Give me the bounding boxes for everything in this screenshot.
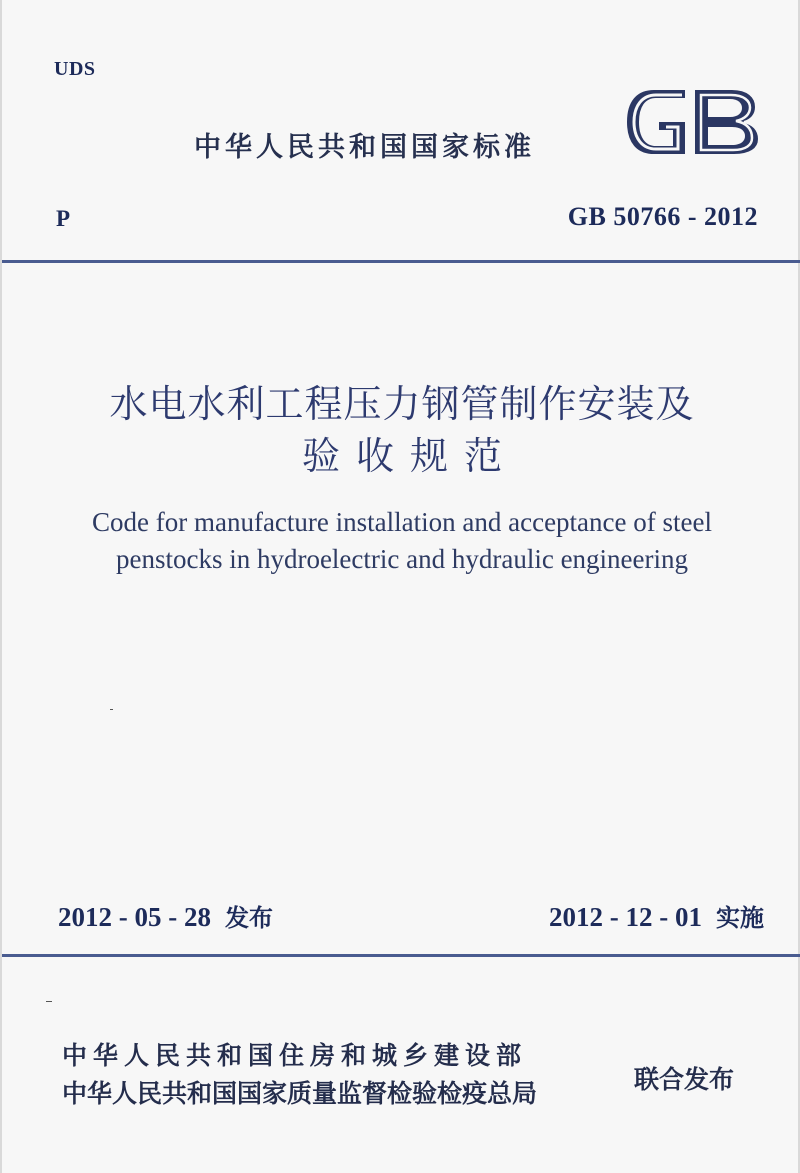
publisher-ministry: 中华人民共和国住房和城乡建设部	[62, 1041, 528, 1070]
title-cn-line-2: 验收规范	[301, 434, 518, 478]
title-english	[2, 504, 800, 578]
title-cn-line-1: 水电水利工程压力钢管制作安装及	[109, 382, 695, 426]
national-standard-heading: 中华人民共和国国家标准	[194, 132, 535, 163]
uds-label: UDS	[54, 58, 96, 80]
title-chinese	[2, 378, 800, 482]
gb-logo-icon	[620, 83, 763, 161]
title-en-line-1: Code for manufacture installation and acceptance of steel	[92, 507, 712, 537]
standard-number: GB 50766 - 2012	[567, 202, 758, 231]
implement-date-value: 2012 - 12 - 01	[549, 902, 702, 932]
dates-row	[2, 898, 800, 938]
issue-label: 发布	[224, 904, 273, 932]
implement-label: 实施	[716, 904, 764, 932]
title-en-line-2: penstocks in hydroelectric and hydraulic engineering	[115, 544, 689, 574]
issue-date-value: 2012 - 05 - 28	[58, 902, 211, 932]
implement-date	[549, 898, 764, 933]
speck	[110, 709, 113, 710]
publisher-aqsiq: 中华人民共和国国家质量监督检验检疫总局	[62, 1079, 538, 1108]
standard-category: P	[56, 206, 71, 231]
top-divider	[2, 260, 800, 263]
publishers-block	[62, 1038, 537, 1114]
issue-date	[58, 898, 273, 933]
joint-issue-label: 联合发布	[634, 1065, 735, 1094]
bottom-divider	[2, 954, 800, 957]
speck	[46, 1001, 52, 1002]
